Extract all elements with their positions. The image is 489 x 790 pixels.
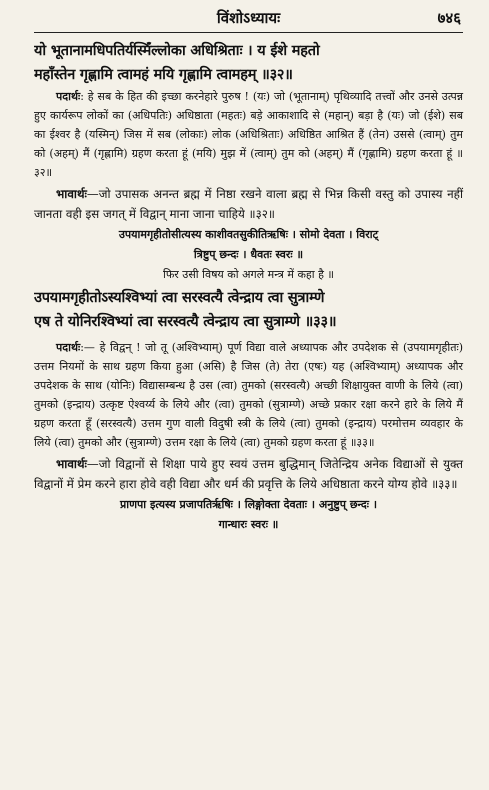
mantra-34-meta-line-1: प्राणपा इत्यस्य प्रजापतिर्ऋषिः । लिङ्गोक्ता देवताः । अनुष्टुप् छन्दः । (120, 498, 377, 511)
mantra-33-line-2: एष ते योनिरश्विभ्यां त्वा सरस्वत्यै त्वेन्द्राय त्वा सुत्राम्णे ॥३३॥ (34, 313, 337, 330)
padartha-32: पदार्थः: हे सब के हित की इच्छा करनेहारे पुरुष ! (यः) जो (भूतानाम्) पृथिव्यादि तत्त्वों और उनसे उत्पन्न हुए कार्यरूप लोकों का (अधिपतिः) अधिष्ठाता (महतः) बड़े आकाशादि से (महान्) बड़ा है (यः) जो (ईशे) सब का ईश्वर है (यस्मिन्) जिस में सब (लोकाः) लोक (अधिश्रिताः) अधिष्ठित आश्रित हैं (तेन) उससे (त्वाम्) तुम को (अहम्) मैं (गृह्णामि) ग्रहण करता हूं (मयि) मुझ में (त्वाम्) तुम को (अहम्) मैं (गृह्णामि) ग्रहण करता हूं ॥३२॥ (34, 90, 463, 179)
page-header (34, 4, 463, 33)
bhavartha-33 (34, 454, 463, 494)
mantra-33-meta-line-2: त्रिष्टुप् छन्दः । धैवतः स्वरः ॥ (193, 248, 304, 261)
bhavartha-33-label: भावार्थः (56, 457, 87, 471)
chapter-title: विंशोऽध्यायः (216, 9, 281, 27)
mantra-33-intro: फिर उसी विषय को अगले मन्त्र में कहा है ॥ (162, 268, 335, 281)
padartha-33-label: पदार्थः (56, 341, 81, 354)
mantra-33-line-1: उपयामगृहीतोऽस्यश्विभ्यां त्वा सरस्वत्यै त्वेन्द्राय त्वा सुत्राम्णे (34, 289, 325, 306)
mantra-33-meta-line-1: उपयामगृहीतोसीत्यस्य काशीवतसुकीतिऋषिः । सोमो देवता । विराट् (118, 228, 379, 241)
bhavartha-33-text: —जो विद्वानों से शिक्षा पाये हुए स्वयं उत्तम बुद्धिमान् जितेन्द्रिय अनेक विद्याओं से युक्त विद्वानों में प्रेम करने हारा होवे वही विद्या और धर्म की प्रवृत्ति के लिये अधिष्ठाता करने योग्य होवे ॥३३॥ (34, 457, 463, 491)
padartha-33: पदार्थः:— हे विद्वन् ! जो तू (अश्विभ्याम्) पूर्ण विद्या वाले अध्यापक और उपदेशक से (उपयामगृहीतः) उत्तम नियमों के साथ ग्रहण किया हुआ (असि) है जिस (ते) तेरा (एषः) यह (अश्विभ्याम्) अध्यापक और उपदेशक के साथ (योनिः) विद्यासम्बन्ध है उस (त्वा) तुमको (सरस्वत्यै) अच्छी शिक्षायुक्त वाणी के लिये (त्वा) तुमको (इन्द्राय) उत्कृष्ट ऐश्वर्य्य के लिये और (त्वा) तुमको (सुत्राम्णे) अच्छे प्रकार रक्षा करने हारे के लिये मैं ग्रहण करता हूँ (सरस्वत्यै) उत्तम गुण वाली विदुषी स्त्री के लिये (त्वा) तुमको (इन्द्राय) परमोत्तम व्यवहार के लिये (त्वा) तुमको और (सुत्राम्णे) उत्तम रक्षा के लिये (त्वा) तुमको ग्रहण करता हूं ॥३३॥ (34, 341, 463, 449)
mantra-34-meta-line-2: गान्धारः स्वरः ॥ (218, 518, 279, 531)
mantra-32-line-2: महाँस्तेन गृह्णामि त्वामहं मयि गृह्णामि त्वामहम् ॥३२॥ (34, 66, 293, 83)
padartha-32-text: हे सब के हित की इच्छा करनेहारे पुरुष ! (यः) जो (भूतानाम्) पृथिव्यादि तत्त्वों और उनसे उत्पन्न हुए कार्यरूप लोकों का (अधिपतिः) अधिष्ठाता (महतः) बड़े आकाशादि से (महान्) बड़ा है (यः) जो (ईशे) सब का ईश्वर है (यस्मिन्) जिस में सब (लोकाः) लोक (अधिश्रिताः) अधिष्ठित आश्रित हैं (तेन) उससे (त्वाम्) तुम को (अहम्) मैं (गृह्णामि) ग्रहण करता हूं (मयि) मुझ में (त्वाम्) तुम को (अहम्) मैं (गृह्णामि) ग्रहण करता हूं ॥३२॥ (34, 90, 463, 179)
bhavartha-32-text: —जो उपासक अनन्त ब्रह्म में निष्ठा रखने वाला ब्रह्म से भिन्न किसी वस्तु को उपास्य नहीं जानता वही इस जगत् में विद्वान् माना जाना चाहिये ॥३२॥ (34, 187, 463, 221)
mantra-32-line-1: यो भूतानामधिपतिर्यस्मिँल्लोका अधिश्रिताः । य ईशे महतो (34, 42, 320, 59)
page-number: ७४६ (437, 9, 461, 27)
bhavartha-32-label: भावार्थः (56, 187, 87, 201)
bhavartha-32 (34, 184, 463, 224)
padartha-32-label: पदार्थः (56, 90, 81, 103)
padartha-33-text: — हे विद्वन् ! जो तू (अश्विभ्याम्) पूर्ण विद्या वाले अध्यापक और उपदेशक से (उपयामगृहीतः) उत्तम नियमों के साथ ग्रहण किया हुआ (असि) है जिस (ते) तेरा (एषः) यह (अश्विभ्याम्) अध्यापक और उपदेशक के साथ (योनिः) विद्यासम्बन्ध है उस (त्वा) तुमको (सरस्वत्यै) अच्छी शिक्षायुक्त वाणी के लिये (त्वा) तुमको (इन्द्राय) उत्कृष्ट ऐश्वर्य्य के लिये और (त्वा) तुमको (सुत्राम्णे) अच्छे प्रकार रक्षा करने हारे के लिये मैं ग्रहण करता हूँ (सरस्वत्यै) उत्तम गुण वाली विदुषी स्त्री के लिये (त्वा) तुमको (इन्द्राय) परमोत्तम व्यवहार के लिये (त्वा) तुमको और (सुत्राम्णे) उत्तम रक्षा के लिये (त्वा) तुमको ग्रहण करता हूं ॥३३॥ (34, 341, 463, 449)
